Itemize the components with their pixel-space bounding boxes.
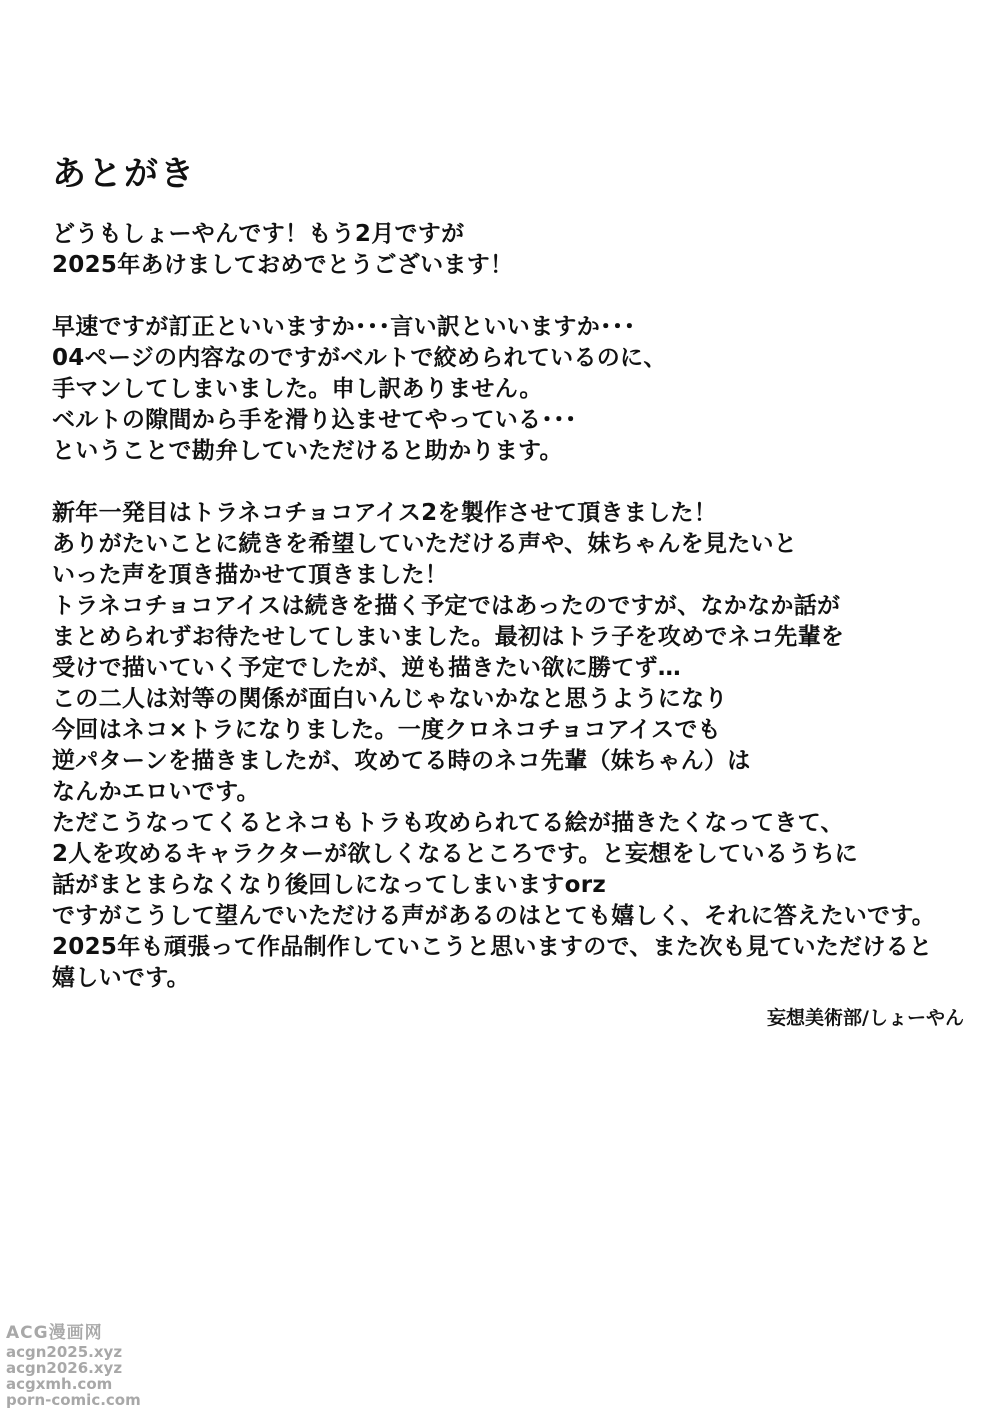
site-watermark	[6, 1322, 176, 1408]
text-line: 新年一発目はトラネコチョコアイス2を製作させて頂きました！	[52, 500, 718, 526]
paragraph-greeting	[52, 219, 982, 281]
watermark-url: acgn2026.xyz	[6, 1359, 123, 1377]
text-line: どうもしょーやんです！もう2月ですが	[52, 221, 465, 247]
text-line: 今回はネコ×トラになりました。一度クロネコチョコアイスでも	[52, 717, 721, 743]
watermark-url: acgn2025.xyz	[6, 1343, 123, 1361]
text-line: ただこうなってくるとネコもトラも攻められてる絵が描きたくなってきて、	[52, 810, 844, 836]
text-line: 04ページの内容なのですがベルトで絞められているのに、	[52, 345, 667, 371]
watermark-site-name: ACG漫画网	[6, 1323, 103, 1343]
text-line: 早速ですが訂正といいますか･･･言い訳といいますか･･･	[52, 314, 636, 340]
paragraph-correction	[52, 312, 982, 467]
text-line: 嬉しいです。	[52, 965, 190, 991]
afterword-body	[52, 219, 982, 1025]
watermark-url: porn-comic.com	[6, 1391, 141, 1409]
paragraph-main	[52, 498, 982, 994]
text-line: この二人は対等の関係が面白いんじゃないかなと思うようになり	[52, 686, 728, 712]
text-line: なんかエロいです。	[52, 779, 260, 805]
text-line: いった声を頂き描かせて頂きました！	[52, 562, 449, 588]
text-line: ありがたいことに続きを希望していただける声や、妹ちゃんを見たいと	[52, 531, 798, 557]
page-title: あとがき	[52, 154, 196, 194]
text-line: 2025年あけましておめでとうございます！	[52, 252, 514, 278]
text-line: 2人を攻めるキャラクターが欲しくなるところです。と妄想をしているうちに	[52, 841, 858, 867]
watermark-url: acgxmh.com	[6, 1375, 113, 1393]
text-line: 話がまとまらなくなり後回しになってしまいますorz	[52, 872, 607, 898]
text-line: 手マンしてしまいました。申し訳ありません。	[52, 376, 543, 402]
text-line: 逆パターンを描きましたが、攻めてる時のネコ先輩（妹ちゃん）は	[52, 748, 751, 774]
author-signature: 妄想美術部/しょーやん	[767, 1007, 964, 1029]
text-line: トラネコチョコアイスは続きを描く予定ではあったのですが、なかなか話が	[52, 593, 841, 619]
text-line: ですがこうして望んでいただける声があるのはとても嬉しく、それに答えたいです。	[52, 903, 936, 929]
text-line: ベルトの隙間から手を滑り込ませてやっている･･･	[52, 407, 577, 433]
text-line: 受けで描いていく予定でしたが、逆も描きたい欲に勝てず…	[52, 655, 682, 681]
text-line: ということで勘弁していただけると助かります。	[52, 438, 563, 464]
text-line: まとめられずお待たせしてしまいました。最初はトラ子を攻めでネコ先輩を	[52, 624, 845, 650]
text-line: 2025年も頑張って作品制作していこうと思いますので、また次も見ていただけると	[52, 934, 933, 960]
